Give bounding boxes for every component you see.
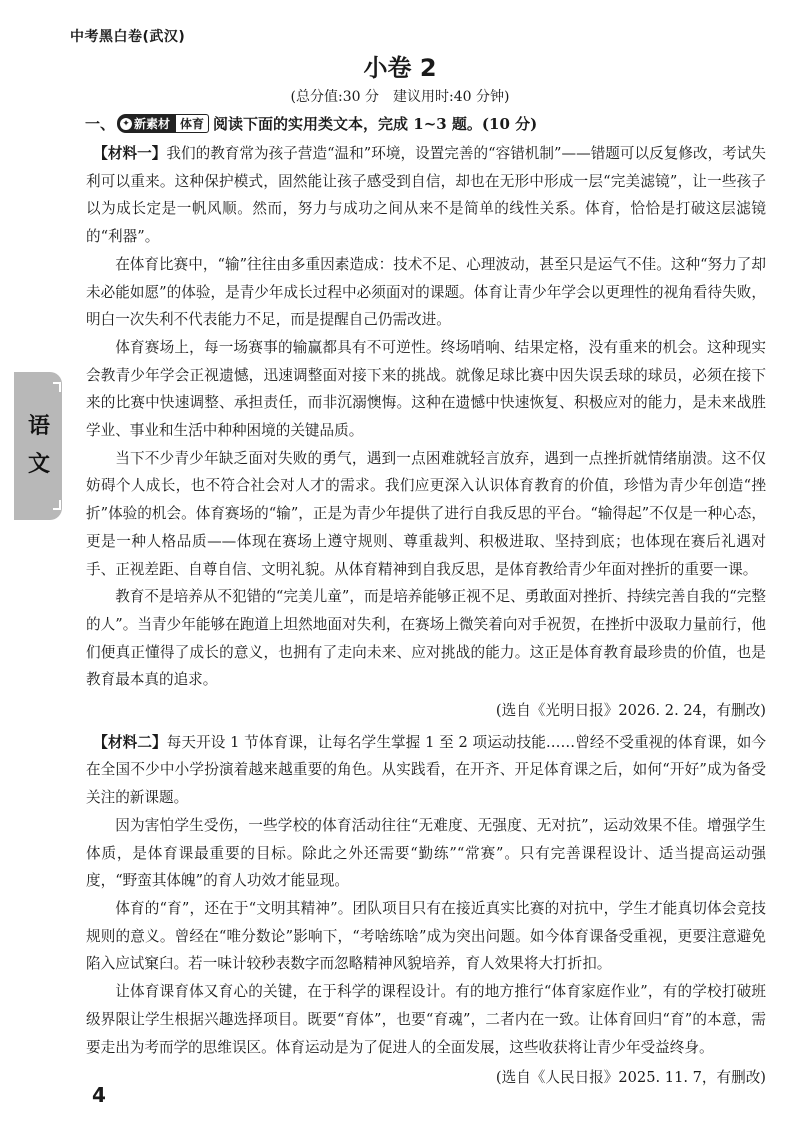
bracket-bottom-icon [53, 500, 61, 510]
question-instruction: 阅读下面的实用类文本，完成 1~3 题。(10 分) [213, 115, 538, 133]
reading-passage [86, 140, 766, 1096]
material-badge [117, 114, 209, 133]
material1-paragraph: 体育赛场上，每一场赛事的输赢都具有不可逆性。终场哨响、结果定格，没有重来的机会。这种现实会教青少年学会正视遗憾，迅速调整面对接下来的挑战。就像足球比赛中因失误丢球的球员，必须在接下来的比赛中快速调整、承担责任，而非沉溺懊悔。这种在遗憾中快速恢复、积极应对的能力，是未来战胜学业、事业和生活中种种困境的关键品质。 [86, 338, 766, 440]
material2-paragraph [86, 729, 766, 812]
score-time-subtitle: (总分值:30 分 建议用时:40 分钟) [290, 89, 510, 105]
material2-text: 每天开设 1 节体育课，让每名学生掌握 1 至 2 项运动技能……曾经不受重视的体育课，如今在全国不少中小学扮演着越来越重要的角色。从实践看，在开齐、开足体育课之后，如何“开好”成为备受关注的新课题。 [86, 733, 766, 807]
material1-paragraph: 当下不少青少年缺乏面对失败的勇气，遇到一点困难就轻言放弃，遇到一点挫折就情绪崩溃。这不仅妨碍个人成长，也不符合社会对人才的需求。我们应更深入认识体育教育的价值，珍惜为青少年创造“挫折”体验的机会。体育赛场的“输”，正是为青少年提供了进行自我反思的平台。“输得起”不仅是一种心态，更是一种人格品质——体现在赛场上遵守规则、尊重裁判、积极进取、坚持到底；也体现在赛后礼遇对手、正视差距、自尊自信、文明礼貌。从体育精神到自我反思，是体育教给青少年面对挫折的重要一课。 [86, 449, 766, 578]
material1-paragraph [86, 140, 766, 251]
question-number: 一、 [85, 115, 116, 133]
question-heading [85, 113, 765, 134]
material2-paragraph: 让体育课育体又育心的关键，在于科学的课程设计。有的地方推行“体育家庭作业”，有的学校打破班级界限让学生根据兴趣选择项目。既要“育体”，也要“育魂”，二者内在一致。让体育回归“育”的本意，需要走出为考而学的思维误区。体育运动是为了促进人的全面发展，这些收获将让青少年受益终身。 [86, 983, 766, 1056]
subject-side-tab [14, 372, 62, 520]
bracket-top-icon [53, 382, 61, 392]
material2-paragraph: 因为害怕学生受伤，一些学校的体育活动往往“无难度、无强度、无对抗”，运动效果不佳。增强学生体质，是体育课最重要的目标。除此之外还需要“勤练”“常赛”。只有完善课程设计、适当提高运动强度，“野蛮其体魄”的育人功效才能显现。 [86, 816, 766, 890]
material2-source: (选自《人民日报》2025. 11. 7，有删改) [495, 1069, 766, 1087]
material1-label: 【材料一】 [93, 145, 167, 162]
material1-paragraph: 教育不是培养从不犯错的“完美儿童”，而是培养能够正视不足、勇敢面对挫折、持续完善自我的“完整的人”。当青少年能够在跑道上坦然地面对失利，在赛场上微笑着向对手祝贺，在挫折中汲取力量前行，他们便真正懂得了成长的意义，也拥有了走向未来、应对挑战的能力。这正是体育教育最珍贵的价值，也是教育最本真的追求。 [86, 588, 766, 689]
material1-paragraph: 在体育比赛中，“输”往往由多重因素造成：技术不足、心理波动，甚至只是运气不佳。这种“努力了却未必能如愿”的体验，是青少年成长过程中必须面对的课题。体育让青少年学会以更理性的视角看待失败，明白一次失利不代表能力不足，而是提醒自己仍需改进。 [86, 255, 766, 329]
material2-paragraph: 体育的“育”，还在于“文明其精神”。团队项目只有在接近真实比赛的对抗中，学生才能真切体会竞技规则的意义。曾经在“唯分数论”影响下，“考啥练啥”成为突出问题。如今体育课备受重视，更要注意避免陷入应试窠臼。若一味计较秒表数字而忽略精神风貌培养，育人效果将大打折扣。 [86, 899, 766, 973]
series-header: 中考黑白卷(武汉) [70, 29, 186, 45]
material2-label: 【材料二】 [93, 733, 167, 751]
material1-text: 我们的教育常为孩子营造“温和”环境，设置完善的“容错机制”——错题可以反复修改，考试失利可以重来。这种保护模式，固然能让孩子感受到自信，却也在无形中形成一层“完美滤镜”，让一些孩子以为成长定是一帆风顺。然而，努力与成功之间从来不是简单的线性关系。体育，恰恰是打破这层滤镜的“利器”。 [86, 145, 766, 246]
material1-source: (选自《光明日报》2026. 2. 24，有删改) [495, 702, 766, 720]
page-title: 小卷 2 [363, 54, 437, 82]
subject-label: 语文 [27, 414, 50, 477]
category-tag: 体育 [175, 114, 209, 133]
page-number: 4 [92, 1083, 106, 1107]
new-material-tag [117, 114, 175, 133]
new-material-label: 新素材 [134, 117, 171, 131]
lightbulb-icon: ✦ [120, 118, 132, 130]
